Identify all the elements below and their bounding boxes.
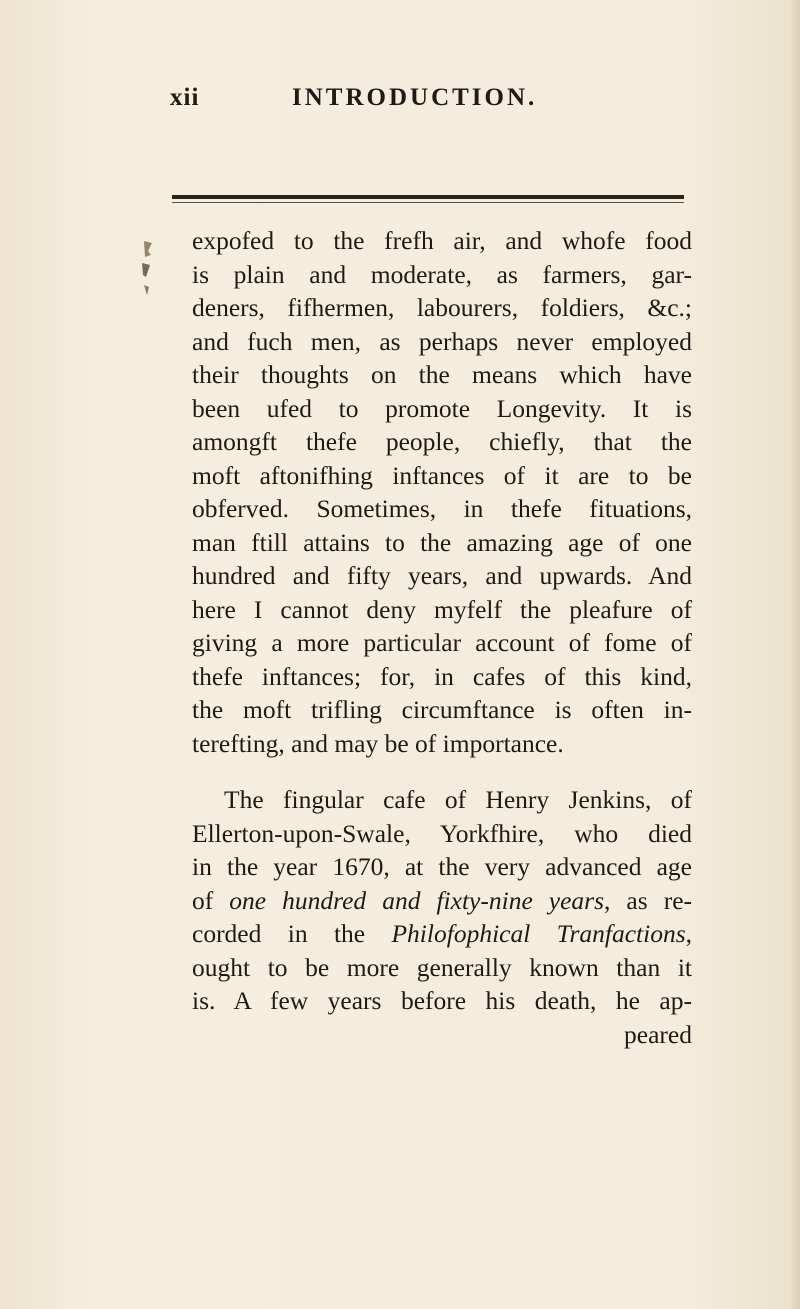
text-line: in the year 1670, at the very advanced age [192, 852, 692, 881]
text-line: man ftill attains to the amazing age of one [192, 527, 692, 557]
text-line: thefe inftances; for, in cafes of this kind, [192, 661, 692, 691]
text-line: hundred and fifty years, and upwards. And [192, 561, 692, 590]
text-line: their thoughts on the means which have [192, 360, 692, 389]
text-line: been ufed to promote Longevity. It is [192, 393, 692, 423]
text-run: corded in the [192, 919, 392, 948]
text-line: deners, fifhermen, labourers, foldiers, &c.; [192, 293, 692, 322]
text-line: giving a more particular account of fome of [192, 628, 692, 657]
text-line: terefting, and may be of importance. [192, 728, 564, 758]
header-rule-thick [172, 195, 684, 199]
page-header [170, 84, 690, 124]
text-line [192, 917, 692, 951]
text-line: and fuch men, as perhaps never employed [192, 326, 692, 356]
text-line: the moft trifling circumftance is often in- [192, 695, 692, 724]
text-line: moft aftonifhing inftances of it are to be [192, 460, 692, 490]
text-line: ought to be more generally known than it [192, 952, 692, 982]
margin-stain-mark [138, 237, 156, 307]
text-line: amongft thefe people, chiefly, that the [192, 427, 692, 456]
running-head: INTRODUCTION. [292, 84, 538, 111]
text-run: of [192, 885, 230, 915]
text-line: is plain and moderate, as farmers, gar- [192, 259, 692, 289]
text-line: expofed to the frefh air, and whofe food [192, 226, 692, 255]
text-line: Ellerton-upon-Swale, Yorkfhire, who died [192, 818, 692, 848]
paragraph-gap [192, 760, 692, 783]
page-edge-shadow [788, 0, 800, 1309]
text-line [192, 884, 692, 918]
header-rule-thin [172, 202, 684, 203]
paragraph-2 [192, 783, 692, 1018]
body-text [192, 224, 692, 1051]
text-line: obferved. Sometimes, in thefe fituations, [192, 494, 692, 523]
text-line: is. A few years before his death, he ap- [192, 986, 692, 1015]
italic-text-run: Philofophical Tranfactions [391, 919, 686, 948]
paragraph-1 [192, 224, 692, 760]
text-line: The fingular cafe of Henry Jenkins, of [224, 785, 692, 814]
catchword: peared [624, 1019, 692, 1049]
page-number: xii [170, 84, 200, 111]
italic-text-run: one hundred and fixty-nine years [229, 885, 605, 915]
text-run: , as re- [604, 885, 693, 915]
text-run: , [685, 919, 692, 948]
text-line: here I cannot deny myfelf the pleafure of [192, 594, 692, 624]
